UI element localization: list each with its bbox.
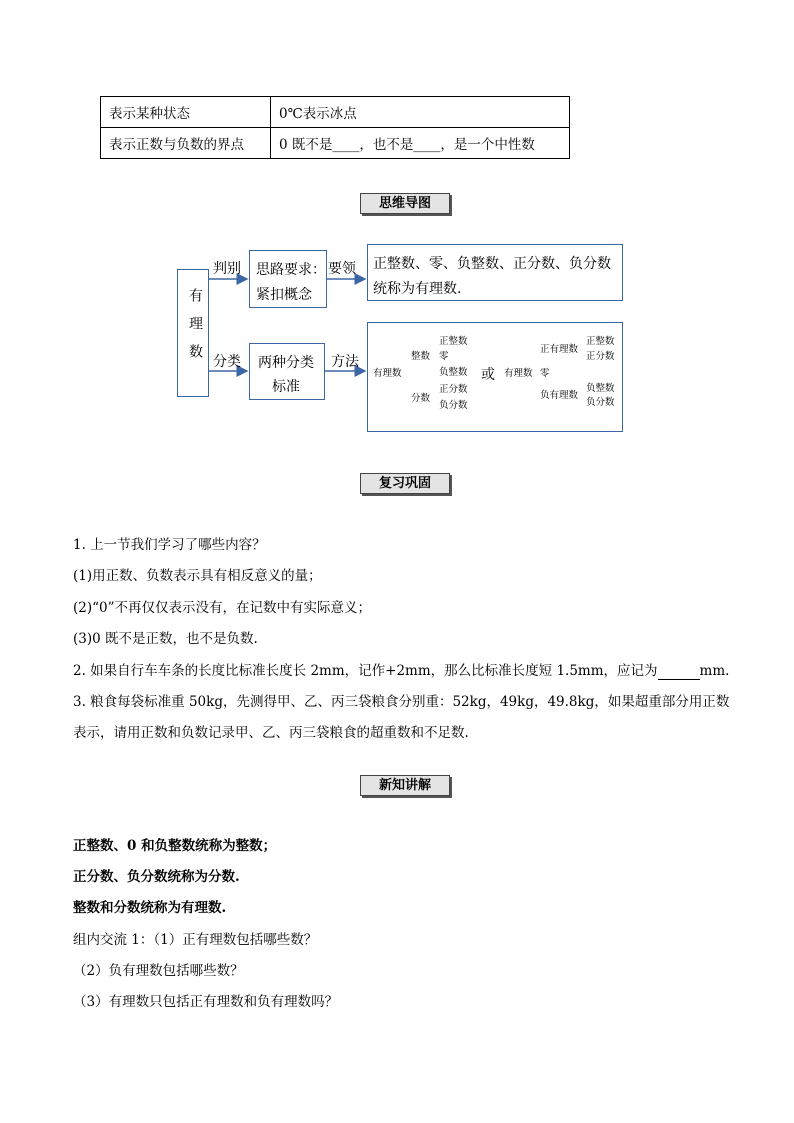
classify1-fraction-item: 正分数 — [439, 384, 468, 395]
branch-classify-label: 分类 — [213, 354, 241, 370]
knowledge-line-2: 正分数、负分数统称为分数. — [73, 869, 240, 885]
classify2-positive-item: 正分数 — [586, 351, 615, 362]
or-label: 或 — [481, 367, 495, 383]
classify2-root: 有理数 — [504, 368, 533, 379]
section-banner-review: 复习巩固 — [360, 473, 450, 494]
definition-line1: 正整数、零、负整数、正分数、负分数 — [373, 256, 611, 272]
answer-blank — [658, 663, 700, 680]
review-question-1: 1. 上一节我们学习了哪些内容？ — [73, 537, 266, 553]
branch-judge-line1: 思路要求： — [256, 262, 326, 278]
table-cell: 表示正数与负数的界点 — [101, 128, 271, 159]
discussion-line-1: 组内交流 1：（1）正有理数包括哪些数？ — [73, 932, 318, 948]
review-point-2: (2)“0”不再仅仅表示没有，在记数中有实际意义； — [73, 600, 372, 616]
branch-judge-label: 判别 — [213, 261, 241, 277]
classify2-zero: 零 — [540, 368, 550, 379]
section-banner-mindmap: 思维导图 — [360, 193, 450, 214]
classify2-positive: 正有理数 — [540, 344, 579, 355]
branch-classify-line1: 两种分类 — [258, 355, 314, 371]
classify1-integer-item: 零 — [439, 351, 449, 362]
mind-map-root-label: 有理数 — [187, 288, 203, 372]
review-question-2-unit: mm. — [699, 663, 730, 679]
knowledge-line-1: 正整数、0 和负整数统称为整数； — [73, 838, 277, 854]
classify1-integer-item: 正整数 — [439, 336, 468, 347]
review-point-1: (1)用正数、负数表示具有相反意义的量； — [73, 568, 322, 584]
discussion-line-2: （2）负有理数包括哪些数？ — [73, 963, 244, 979]
definition-box — [367, 244, 623, 301]
review-question-3-line2: 表示，请用正数和负数记录甲、乙、丙三袋粮食的超重数和不足数. — [73, 725, 469, 741]
review-point-3: (3)0 既不是正数，也不是负数. — [73, 631, 258, 647]
section-banner-new-knowledge: 新知讲解 — [360, 775, 450, 796]
classify2-positive-item: 正整数 — [586, 336, 615, 347]
table-cell: 表示某种状态 — [101, 97, 271, 128]
discussion-line-3: （3）有理数只包括正有理数和负有理数吗？ — [73, 994, 339, 1010]
branch-classify-box — [249, 343, 325, 400]
table-cell: 0℃表示冰点 — [271, 97, 570, 128]
classify1-fraction-item: 负分数 — [439, 400, 468, 411]
knowledge-line-3: 整数和分数统称为有理数. — [73, 900, 227, 916]
branch-judge-arrow-label: 要领 — [328, 261, 356, 277]
classify1-fraction: 分数 — [411, 393, 431, 404]
classify1-integer-item: 负整数 — [439, 367, 468, 378]
definition-line2: 统称为有理数. — [373, 281, 462, 297]
branch-classify-arrow-label: 方法 — [331, 354, 359, 370]
classify2-negative: 负有理数 — [540, 390, 579, 401]
review-question-3-line1: 3. 粮食每袋标准重 50kg，先测得甲、乙、丙三袋粮食分别重：52kg，49kg，49.8kg，如果超重部分用正数 — [73, 694, 730, 710]
branch-judge-box — [249, 250, 327, 308]
table-cell: 0 既不是____，也不是____，是一个中性数 — [271, 128, 570, 159]
classify2-negative-item: 负整数 — [586, 383, 615, 394]
classify1-integer: 整数 — [411, 351, 431, 362]
classification-box — [367, 322, 623, 432]
classify1-root: 有理数 — [373, 368, 402, 379]
branch-classify-line2: 标准 — [272, 379, 300, 395]
classify2-negative-item: 负分数 — [586, 397, 615, 408]
review-question-2-text: 2. 如果自行车车条的长度比标准长度长 2mm，记作+2mm，那么比标准长度短 1.5mm，应记为 — [73, 663, 658, 679]
mind-map-root — [177, 269, 209, 397]
branch-judge-line2: 紧扣概念 — [256, 287, 312, 303]
review-question-2 — [73, 659, 729, 680]
